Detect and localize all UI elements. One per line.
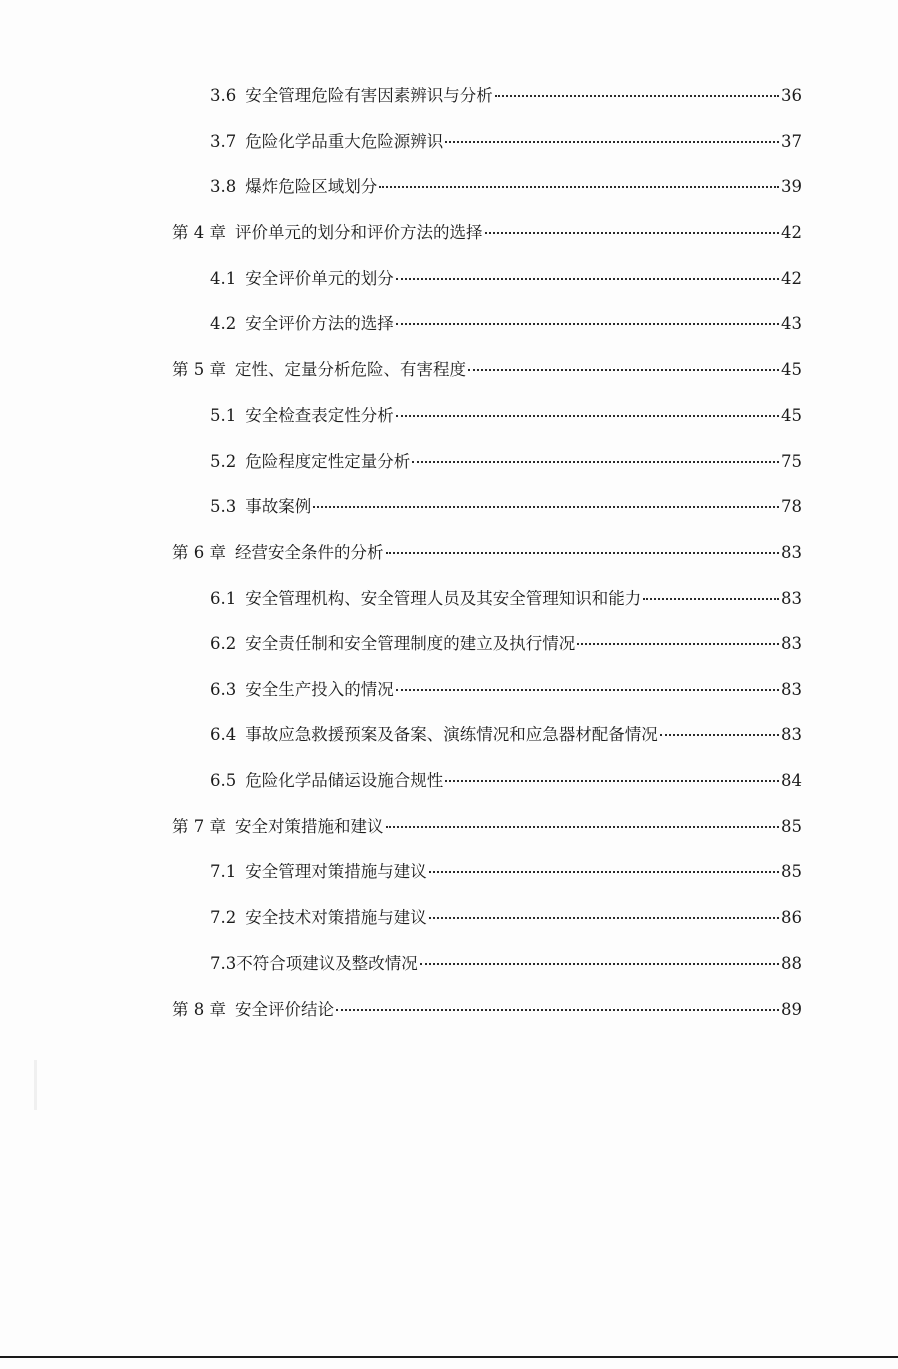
- entry-page-number: 83: [781, 725, 802, 744]
- toc-entry[interactable]: [210, 770, 802, 792]
- entry-number: 6.5: [210, 771, 237, 790]
- entry-page-number: 75: [781, 452, 802, 471]
- dot-leader: [445, 780, 779, 782]
- toc-entry[interactable]: [210, 953, 802, 975]
- entry-number: 6.4: [210, 725, 237, 744]
- entry-page-number: 39: [781, 177, 802, 196]
- entry-page-number: 42: [781, 223, 802, 242]
- entry-title: 安全对策措施和建议: [235, 817, 384, 836]
- entry-number: 第 8 章: [172, 1000, 226, 1019]
- entry-title: 经营安全条件的分析: [235, 543, 384, 562]
- dot-leader: [396, 689, 779, 691]
- dot-leader: [396, 415, 779, 417]
- toc-entry[interactable]: [210, 85, 802, 107]
- entry-title: 爆炸危险区域划分: [245, 177, 378, 196]
- entry-page-number: 84: [781, 771, 802, 790]
- entry-number: 第 5 章: [172, 360, 226, 379]
- toc-entry[interactable]: [210, 451, 802, 473]
- entry-number: 6.2: [210, 634, 237, 653]
- entry-page-number: 37: [781, 132, 802, 151]
- entry-number: 3.7: [210, 132, 237, 151]
- entry-page-number: 85: [781, 817, 802, 836]
- entry-title: 不符合项建议及整改情况: [236, 954, 418, 973]
- entry-title: 事故案例: [245, 497, 312, 516]
- entry-page-number: 78: [781, 497, 802, 516]
- entry-number: 5.3: [210, 497, 237, 516]
- entry-page-number: 83: [781, 543, 802, 562]
- entry-title: 评价单元的划分和评价方法的选择: [235, 223, 483, 242]
- dot-leader: [577, 643, 779, 645]
- toc-entry[interactable]: [210, 861, 802, 883]
- dot-leader: [379, 186, 779, 188]
- entry-page-number: 45: [781, 406, 802, 425]
- entry-title: 安全管理危险有害因素辨识与分析: [245, 86, 493, 105]
- dot-leader: [429, 871, 779, 873]
- entry-number: 5.1: [210, 406, 237, 425]
- entry-page-number: 36: [781, 86, 802, 105]
- entry-title: 安全评价单元的划分: [245, 269, 394, 288]
- toc-entry[interactable]: [210, 588, 802, 610]
- entry-number: 6.1: [210, 589, 237, 608]
- entry-number: 第 6 章: [172, 543, 226, 562]
- dot-leader: [429, 917, 779, 919]
- entry-page-number: 88: [781, 954, 802, 973]
- entry-number: 7.2: [210, 908, 237, 927]
- entry-number: 5.2: [210, 452, 237, 471]
- dot-leader: [386, 826, 780, 828]
- dot-leader: [396, 278, 779, 280]
- entry-number: 4.1: [210, 269, 237, 288]
- entry-title: 安全评价方法的选择: [245, 314, 394, 333]
- entry-number: 4.2: [210, 314, 237, 333]
- entry-title: 安全责任制和安全管理制度的建立及执行情况: [245, 634, 576, 653]
- page-bottom-edge: [0, 1356, 898, 1358]
- entry-number: 6.3: [210, 680, 237, 699]
- entry-title: 定性、定量分析危险、有害程度: [235, 360, 466, 379]
- entry-title: 事故应急救援预案及备案、演练情况和应急器材配备情况: [245, 725, 658, 744]
- toc-entry[interactable]: [210, 907, 802, 929]
- entry-title: 安全检查表定性分析: [245, 406, 394, 425]
- dot-leader: [445, 141, 779, 143]
- toc-entry[interactable]: [210, 131, 802, 153]
- entry-title: 安全技术对策措施与建议: [245, 908, 427, 927]
- entry-title: 安全管理机构、安全管理人员及其安全管理知识和能力: [245, 589, 642, 608]
- entry-number: 3.8: [210, 177, 237, 196]
- toc-entry[interactable]: [210, 633, 802, 655]
- entry-title: 危险程度定性定量分析: [245, 452, 411, 471]
- dot-leader: [643, 598, 779, 600]
- toc-entry[interactable]: [210, 313, 802, 335]
- entry-page-number: 89: [781, 1000, 802, 1019]
- toc-entry[interactable]: [172, 816, 802, 838]
- entry-page-number: 43: [781, 314, 802, 333]
- entry-title: 安全管理对策措施与建议: [245, 862, 427, 881]
- entry-page-number: 45: [781, 360, 802, 379]
- dot-leader: [420, 963, 779, 965]
- dot-leader: [485, 232, 780, 234]
- dot-leader: [412, 461, 779, 463]
- dot-leader: [660, 734, 779, 736]
- toc-entry[interactable]: [172, 359, 802, 381]
- toc-entry[interactable]: [172, 999, 802, 1021]
- toc-entry[interactable]: [172, 542, 802, 564]
- toc-entry[interactable]: [210, 268, 802, 290]
- entry-title: 安全评价结论: [235, 1000, 334, 1019]
- scan-artifact: [34, 1060, 37, 1110]
- entry-number: 3.6: [210, 86, 237, 105]
- entry-page-number: 83: [781, 589, 802, 608]
- entry-page-number: 83: [781, 680, 802, 699]
- entry-number: 第 7 章: [172, 817, 226, 836]
- dot-leader: [396, 323, 779, 325]
- entry-number: 第 4 章: [172, 223, 226, 242]
- toc-entry[interactable]: [172, 222, 802, 244]
- dot-leader: [495, 95, 779, 97]
- toc-entry[interactable]: [210, 724, 802, 746]
- entry-title: 安全生产投入的情况: [245, 680, 394, 699]
- entry-page-number: 42: [781, 269, 802, 288]
- dot-leader: [468, 369, 779, 371]
- entry-page-number: 83: [781, 634, 802, 653]
- toc-entry[interactable]: [210, 176, 802, 198]
- entry-number: 7.1: [210, 862, 237, 881]
- dot-leader: [313, 506, 779, 508]
- entry-page-number: 86: [781, 908, 802, 927]
- entry-number: 7.3: [210, 954, 237, 973]
- toc-entry[interactable]: [210, 679, 802, 701]
- dot-leader: [336, 1009, 779, 1011]
- dot-leader: [386, 552, 780, 554]
- toc-entry[interactable]: [210, 496, 802, 518]
- entry-title: 危险化学品重大危险源辨识: [245, 132, 444, 151]
- toc-entry[interactable]: [210, 405, 802, 427]
- entry-title: 危险化学品储运设施合规性: [245, 771, 444, 790]
- entry-page-number: 85: [781, 862, 802, 881]
